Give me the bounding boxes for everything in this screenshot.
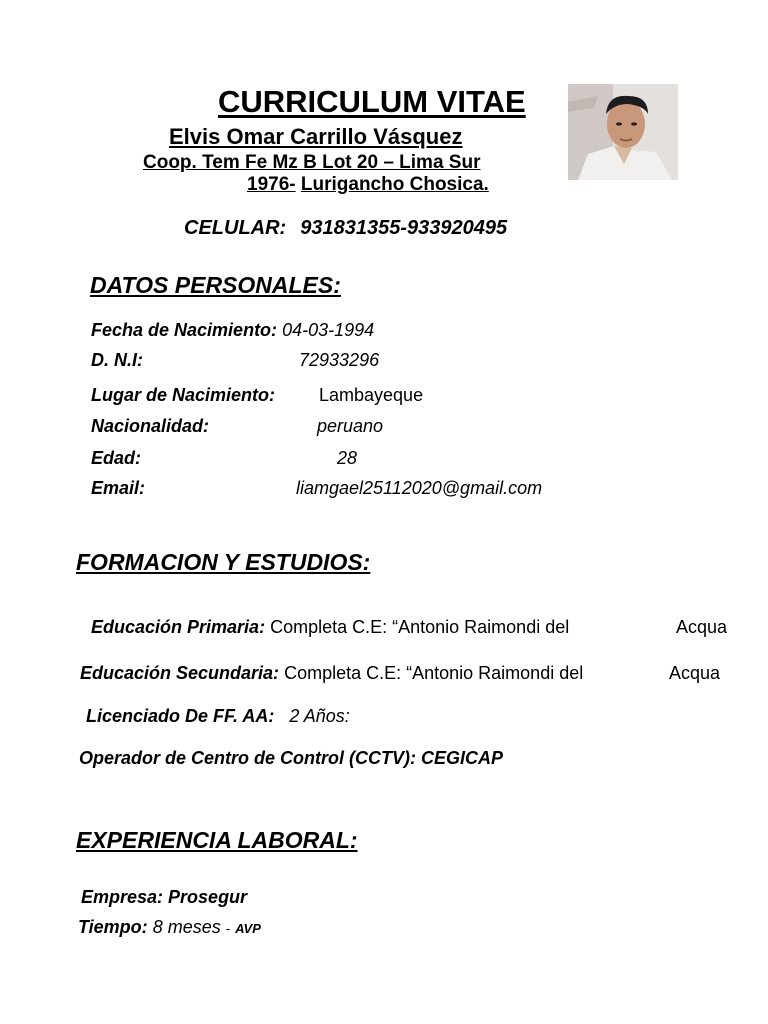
education-military — [86, 706, 350, 727]
experience-time-sep: - — [225, 921, 231, 936]
field-age-label-row — [91, 448, 141, 469]
address-year: 1976- — [247, 174, 296, 195]
field-dni-label: D. N.I: — [91, 350, 143, 370]
education-secondary — [80, 663, 583, 684]
education-secondary-label: Educación Secundaria: — [80, 663, 280, 683]
field-birthplace-label-row — [91, 385, 275, 406]
person-name: Elvis Omar Carrillo Vásquez — [169, 124, 463, 149]
phone-value: 931831355-933920495 — [300, 217, 508, 239]
phone-label: CELULAR: — [184, 217, 287, 239]
field-email-label-row — [91, 478, 145, 499]
address-line-1: Coop. Tem Fe Mz B Lot 20 – Lima Sur — [143, 152, 481, 173]
experience-time-label: Tiempo: — [78, 917, 148, 937]
field-age-label: Edad: — [91, 448, 142, 468]
field-birthplace-value: Lambayeque — [319, 385, 424, 405]
field-birthplace-label: Lugar de Nacimiento: — [91, 385, 276, 405]
experience-time-value: 8 meses — [152, 917, 221, 937]
education-military-value: 2 Años: — [289, 706, 350, 726]
education-military-label: Licenciado De FF. AA: — [86, 706, 275, 726]
field-email-label: Email: — [91, 478, 146, 498]
field-birthdate-value: 04-03-1994 — [282, 320, 375, 340]
address-line-2 — [247, 174, 489, 196]
field-birthdate-label: Fecha de Nacimiento: — [91, 320, 278, 340]
education-cctv — [79, 748, 503, 769]
experience-company — [81, 887, 247, 908]
education-secondary-extra: Acqua — [669, 663, 721, 683]
profile-photo — [568, 84, 678, 180]
experience-time-note: AVP — [235, 921, 261, 936]
education-primary-extra: Acqua — [676, 617, 728, 637]
field-birthdate — [91, 320, 374, 341]
education-primary-label: Educación Primaria: — [91, 617, 266, 637]
experience-time — [78, 917, 261, 938]
education-cctv-label: Operador de Centro de Control (CCTV): CEGICAP — [79, 748, 504, 768]
field-nationality-label-row — [91, 416, 209, 437]
address-district: Lurigancho Chosica. — [300, 174, 489, 195]
phone-line — [184, 217, 507, 240]
profile-photo-image — [568, 84, 678, 180]
education-primary-value: Completa C.E: “Antonio Raimondi del — [270, 617, 570, 637]
section-personal-heading: DATOS PERSONALES: — [90, 272, 341, 298]
education-primary — [91, 617, 569, 638]
experience-company-label: Empresa: Prosegur — [81, 887, 248, 907]
cv-title: CURRICULUM VITAE — [218, 84, 526, 119]
section-education-heading: FORMACION Y ESTUDIOS: — [76, 549, 371, 575]
field-email-value: liamgael25112020@gmail.com — [296, 478, 543, 498]
field-dni-value: 72933296 — [299, 350, 380, 370]
field-nationality-label: Nacionalidad: — [91, 416, 210, 436]
section-experience-heading: EXPERIENCIA LABORAL: — [76, 827, 358, 853]
field-nationality-value: peruano — [317, 416, 384, 436]
field-age-value: 28 — [337, 448, 358, 468]
education-secondary-value: Completa C.E: “Antonio Raimondi del — [284, 663, 584, 683]
field-dni-label-row — [91, 350, 143, 371]
